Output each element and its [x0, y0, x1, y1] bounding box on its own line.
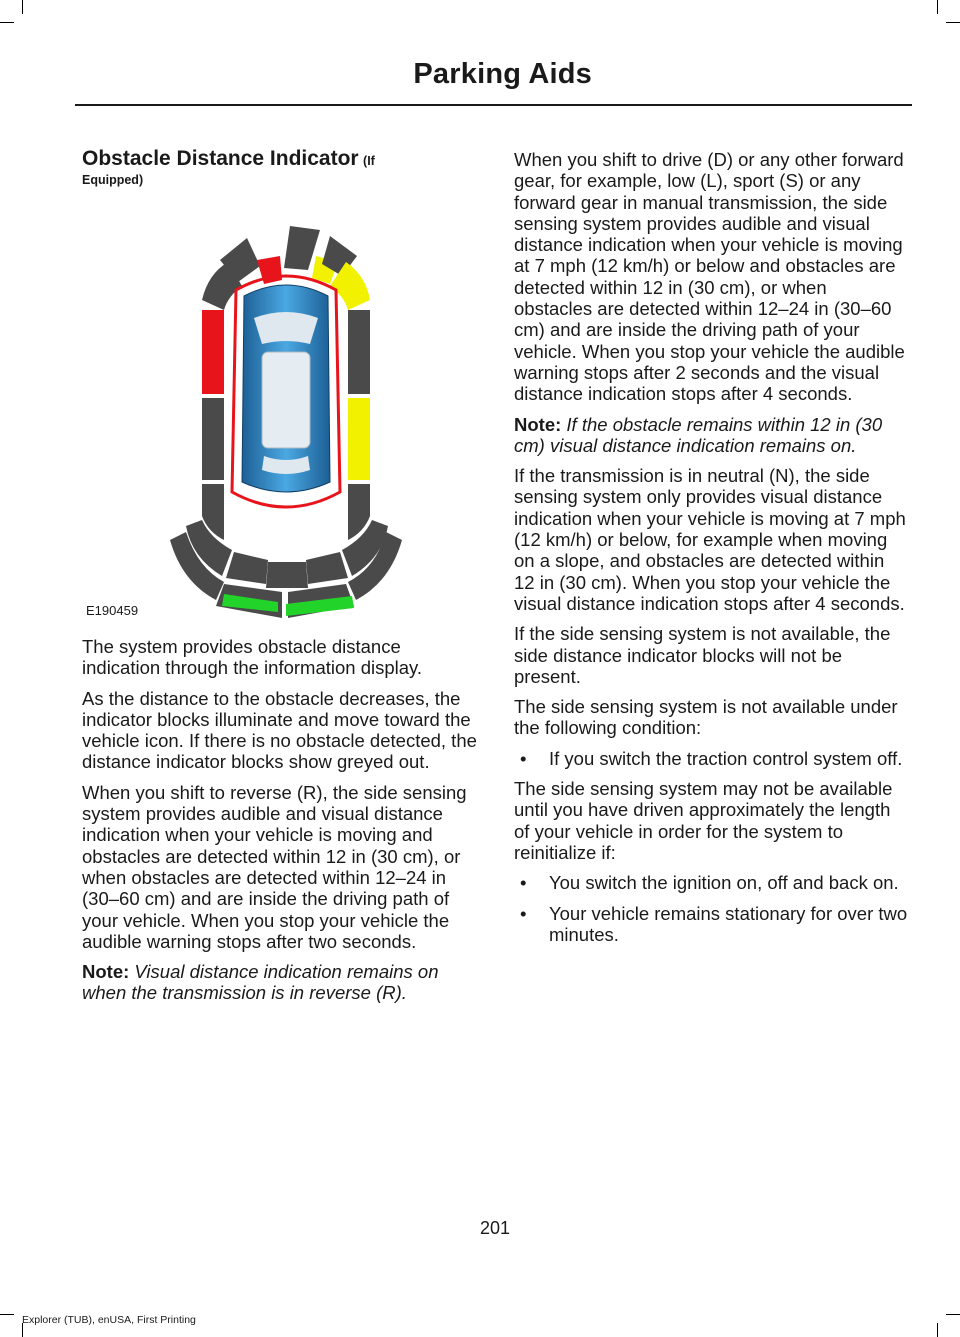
paragraph: As the distance to the obstacle decreases, the indicator blocks illuminate and move toward the vehicle icon. If there is no obstacle detected, the distance indicator blocks show greyed out. [82, 687, 477, 773]
paragraph: When you shift to reverse (R), the side sensing system provides audible and visual distance indication when your vehicle is moving and obstacles are detected within 12 in (30 cm), or when obstacles are detected within 12–24 in (30–60 cm) and are inside the driving path of your vehicle. When you stop your vehicle the audible warning stops after two seconds. [82, 781, 467, 952]
right-column [514, 149, 909, 945]
paragraph: The system provides obstacle distance indication through the information display. [82, 636, 423, 679]
note-text: If the obstacle remains within 12 in (30 cm) visual distance indication remains on. [514, 413, 883, 456]
section-title-text: Obstacle Distance Indicator [82, 147, 359, 170]
note-label: Note: [82, 961, 130, 983]
note-label: Note: [514, 413, 562, 435]
crop-mark [0, 22, 14, 23]
bullet-text: Your vehicle remains stationary for over two minutes. [549, 902, 908, 945]
crop-mark [946, 22, 960, 23]
bullet-text: If you switch the traction control system off. [549, 747, 903, 769]
side-block-left-2 [202, 398, 224, 480]
rear-block-center [266, 562, 308, 588]
crop-mark [0, 1314, 14, 1315]
paragraph: The side sensing system may not be available until you have driven approximately the length of your vehicle in order for the system to reinitialize if: [514, 778, 893, 863]
bullet-item [514, 748, 909, 769]
note-text: Visual distance indication remains on when the transmission is in reverse (R). [82, 961, 439, 1004]
obstacle-indicator-diagram [82, 220, 472, 620]
obstacle-distance-figure [82, 220, 472, 620]
left-column [82, 636, 477, 1004]
page-number: 201 [479, 1218, 511, 1238]
side-block-right-2 [348, 398, 370, 480]
footer-text: Explorer (TUB), enUSA, First Printing [22, 1314, 196, 1326]
bullet-item [514, 903, 909, 946]
section-title [82, 147, 482, 187]
paragraph: If the side sensing system is not available, the side distance indicator blocks will not be present. [514, 623, 891, 687]
bullet-symbol: • [520, 872, 527, 894]
section-qualifier-start: (If [363, 154, 375, 168]
side-block-left-1 [202, 310, 224, 394]
crop-mark [946, 1314, 960, 1315]
bullet-text: You switch the ignition on, off and back on. [549, 872, 899, 894]
rear-block-left-2 [226, 552, 268, 584]
bullet-symbol: • [520, 902, 527, 924]
paragraph: When you shift to drive (D) or any other forward gear, for example, low (L), sport (S) or any forward gear in manual transmission, the side sensing system provides audible and visual distance indication when your vehicle is moving at 7 mph (12 km/h) or below and obstacles are detected within 12 in (30 cm), or when obstacles are detected within 12–24 in (30–60 cm) and are inside the driving path of your vehicle. When you stop your vehicle the audible warning stops after 2 seconds and the visual distance indication stops after 4 seconds. [514, 149, 905, 405]
page-header-title: Parking Aids [413, 58, 592, 90]
vehicle-windshield [254, 312, 318, 344]
note [82, 961, 477, 1004]
front-block-center [284, 226, 320, 270]
crop-mark [937, 0, 938, 14]
note [514, 414, 909, 457]
paragraph: If the transmission is in neutral (N), the side sensing system only provides visual distance indication when your vehicle is moving at 7 mph (12 km/h) or below, for example when moving on a slope, and obstacles are detected within 12 in (30 cm). When you stop your vehicle the visual distance indication stops after 4 seconds. [514, 465, 906, 614]
section-qualifier-end: Equipped) [82, 173, 144, 187]
crop-mark [22, 0, 23, 14]
bullet-item [514, 872, 909, 893]
crop-mark [937, 1323, 938, 1337]
bullet-symbol: • [520, 747, 527, 769]
header-rule [75, 104, 912, 106]
paragraph: The side sensing system is not available under the following condition: [514, 696, 898, 739]
figure-id: E190459 [86, 603, 139, 618]
vehicle-roof [262, 352, 310, 448]
rear-block-right-2 [306, 552, 348, 584]
side-block-right-1 [348, 310, 370, 394]
